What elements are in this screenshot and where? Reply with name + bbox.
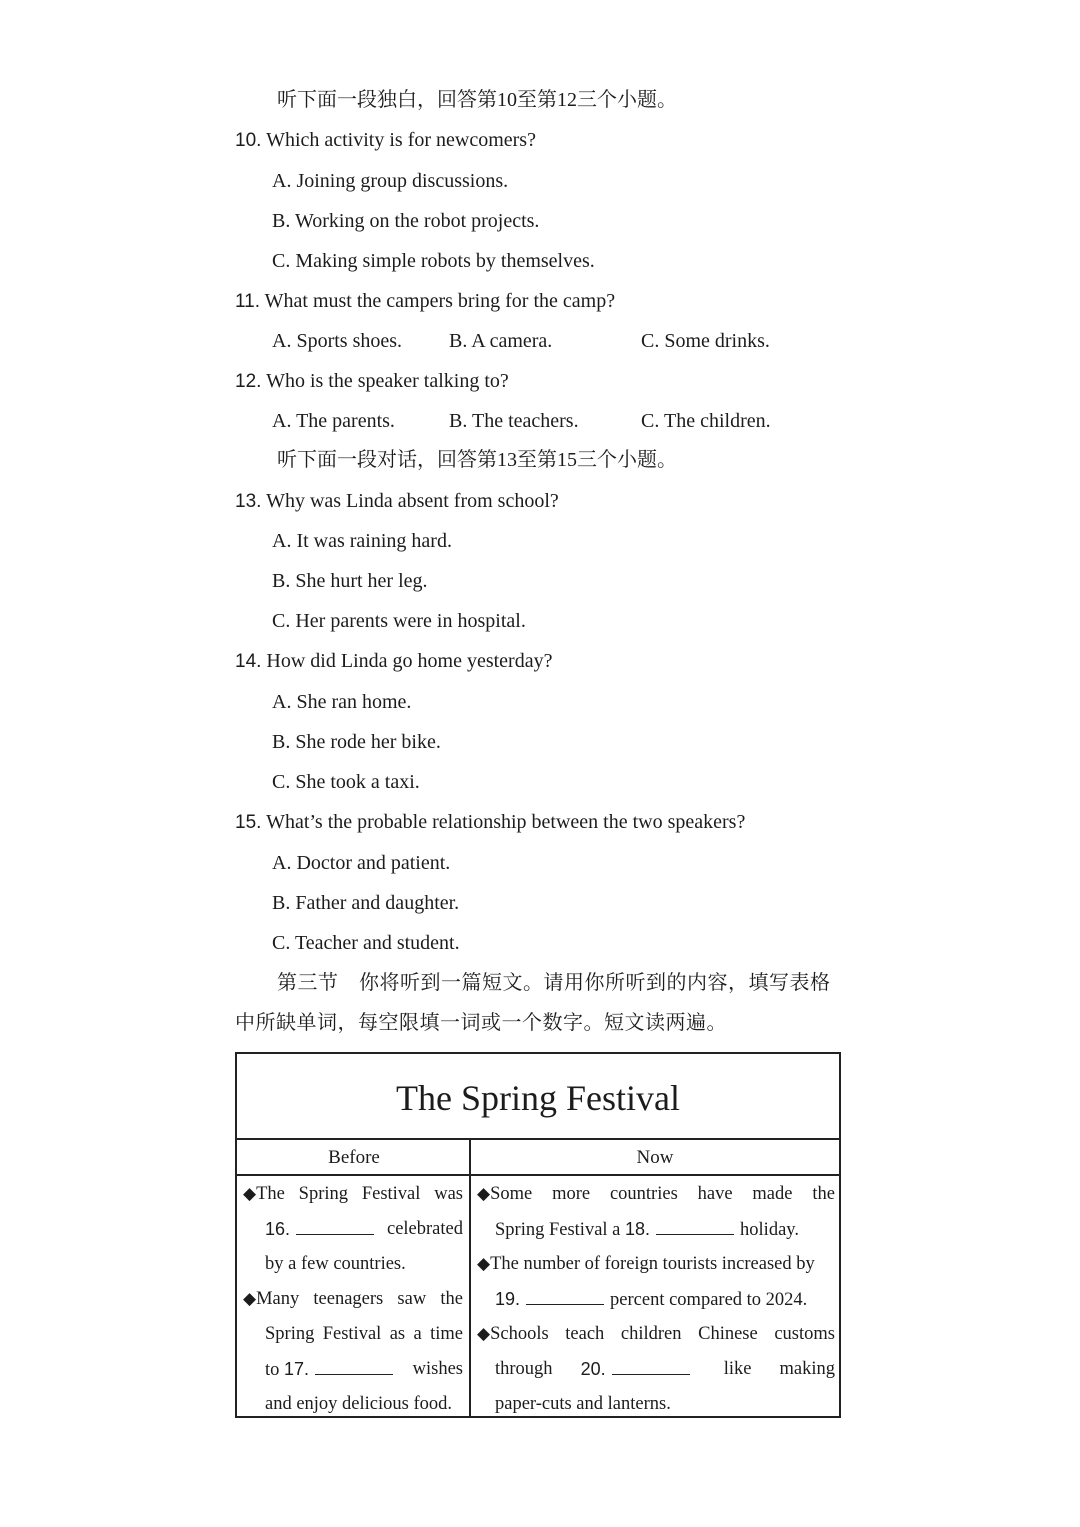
option-13c[interactable]: C. Her parents were in hospital. [272, 610, 526, 632]
blank-18-number: 18. [625, 1219, 651, 1239]
before-line-5: Spring Festival as a time [265, 1324, 463, 1344]
question-13 [235, 488, 559, 515]
question-14 [235, 648, 552, 675]
question-text: How did Linda go home yesterday? [266, 650, 553, 672]
now-line-2: Spring Festival a 18. holiday. [495, 1212, 799, 1247]
column-divider [469, 1140, 471, 1416]
option-11b[interactable]: B. A camera. [449, 330, 553, 352]
blank-16[interactable] [296, 1212, 374, 1235]
question-number: 12. [235, 371, 262, 392]
now-line-7: paper-cuts and lanterns. [495, 1394, 671, 1414]
blank-20-number: 20. [580, 1359, 606, 1379]
option-14b[interactable]: B. She rode her bike. [272, 731, 441, 753]
now-line-5: ◆Schools teach children Chinese customs [477, 1324, 835, 1344]
question-15 [235, 809, 745, 836]
question-number: 10. [235, 130, 262, 151]
instruction-dialogue: 听下面一段对话，回答第13至第15三个小题。 [277, 449, 677, 471]
diamond-bullet-icon: ◆ [477, 1184, 491, 1204]
option-15c[interactable]: C. Teacher and student. [272, 932, 460, 954]
section3-instruction-line2: 中所缺单词，每空限填一词或一个数字。短文读两遍。 [235, 1012, 727, 1034]
now-line-4: 19. percent compared to 2024. [495, 1282, 807, 1317]
question-number: 14. [235, 651, 262, 672]
column-header-before: Before [237, 1140, 471, 1176]
option-15b[interactable]: B. Father and daughter. [272, 892, 460, 914]
blank-19[interactable] [526, 1282, 604, 1305]
option-14c[interactable]: C. She took a taxi. [272, 771, 420, 793]
question-text: Why was Linda absent from school? [266, 490, 559, 512]
option-12b[interactable]: B. The teachers. [449, 410, 579, 432]
question-number: 13. [235, 491, 262, 512]
option-14a[interactable]: A. She ran home. [272, 691, 412, 713]
diamond-bullet-icon: ◆ [243, 1289, 257, 1309]
blank-18[interactable] [656, 1212, 734, 1235]
question-number: 11. [235, 291, 261, 312]
question-text: Which activity is for newcomers? [266, 129, 536, 151]
option-12a[interactable]: A. The parents. [272, 410, 395, 432]
option-11c[interactable]: C. Some drinks. [641, 330, 770, 352]
option-11a[interactable]: A. Sports shoes. [272, 330, 403, 352]
now-line-3: ◆The number of foreign tourists increased by [477, 1254, 815, 1274]
question-text: What’s the probable relationship between the two speakers? [266, 811, 746, 833]
question-text: What must the campers bring for the camp? [264, 290, 616, 312]
question-11 [235, 288, 615, 315]
blank-19-number: 19. [495, 1289, 521, 1309]
option-10b[interactable]: B. Working on the robot projects. [272, 210, 540, 232]
diamond-bullet-icon: ◆ [243, 1184, 257, 1204]
before-line-2: 16. celebrated [265, 1212, 463, 1247]
option-12c[interactable]: C. The children. [641, 410, 771, 432]
diamond-bullet-icon: ◆ [477, 1254, 491, 1274]
question-10 [235, 127, 536, 154]
option-10a[interactable]: A. Joining group discussions. [272, 170, 509, 192]
question-number: 15. [235, 812, 262, 833]
now-line-1: ◆Some more countries have made the [477, 1184, 835, 1204]
before-line-4: ◆Many teenagers saw the [243, 1289, 463, 1309]
blank-20[interactable] [612, 1352, 690, 1375]
before-line-7: and enjoy delicious food. [265, 1394, 453, 1414]
before-line-3: by a few countries. [265, 1254, 406, 1274]
question-text: Who is the speaker talking to? [266, 370, 509, 392]
blank-17-number: 17. [284, 1359, 310, 1379]
table-title: The Spring Festival [237, 1054, 839, 1140]
instruction-monologue: 听下面一段独白，回答第10至第12三个小题。 [277, 89, 677, 111]
option-13b[interactable]: B. She hurt her leg. [272, 570, 428, 592]
column-header-now: Now [471, 1140, 839, 1176]
blank-16-number: 16. [265, 1219, 291, 1239]
blank-17[interactable] [315, 1352, 393, 1375]
before-line-6: to 17. wishes [265, 1352, 463, 1387]
diamond-bullet-icon: ◆ [477, 1324, 491, 1344]
option-15a[interactable]: A. Doctor and patient. [272, 852, 451, 874]
before-line-1: ◆The Spring Festival was [243, 1184, 463, 1204]
question-12 [235, 368, 509, 395]
option-10c[interactable]: C. Making simple robots by themselves. [272, 250, 595, 272]
option-13a[interactable]: A. It was raining hard. [272, 530, 452, 552]
spring-festival-table [235, 1052, 841, 1418]
section3-instruction-line1: 第三节 你将听到一篇短文。请用你所听到的内容，填写表格 [277, 972, 831, 994]
now-line-6: through 20. like making [495, 1352, 835, 1387]
